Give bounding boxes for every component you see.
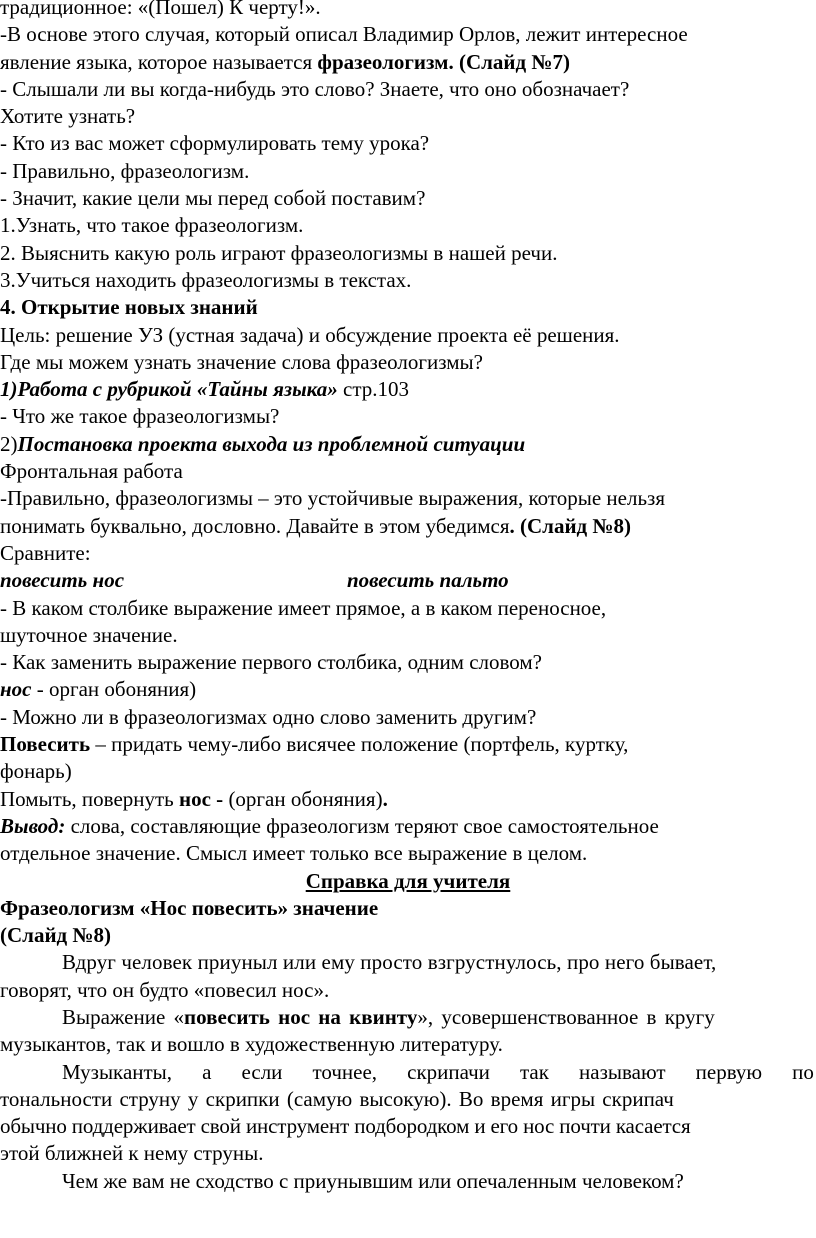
- page-ref: стр.103: [337, 377, 410, 402]
- text-run: », усовершенствованное в кругу: [417, 1004, 715, 1029]
- comparison-row: [0, 567, 816, 594]
- idiom: повесить нос на квинту: [184, 1004, 418, 1029]
- term: Повесить: [0, 732, 91, 757]
- word: называют: [579, 1059, 666, 1084]
- item-number: 2): [0, 431, 18, 456]
- text-run: - орган обоняния): [31, 677, 197, 702]
- goal-item: 3.Учиться находить фразеологизмы в текстах.: [0, 267, 412, 292]
- text-line: -В основе этого случая, который описал Владимир Орлов, лежит интересное: [0, 22, 688, 47]
- text-line: - Правильно, фразеологизм.: [0, 158, 250, 183]
- text-line: - Что же такое фразеологизмы?: [0, 404, 280, 429]
- word: скрипачи: [407, 1059, 490, 1084]
- teacher-reference-heading: Справка для учителя: [305, 868, 511, 893]
- paragraph-line: [0, 949, 816, 976]
- goal-item: 1.Узнать, что такое фразеологизм.: [0, 213, 304, 238]
- text-line: Хотите узнать?: [0, 104, 136, 129]
- subsection-title: Постановка проекта выхода из проблемной ситуации: [17, 431, 526, 456]
- phrase-figurative: повесить нос: [0, 568, 125, 593]
- text-line: традиционное: «(Пошел) К черту!».: [0, 0, 321, 19]
- term: нос -: [179, 786, 224, 811]
- paragraph-line: [0, 1059, 816, 1086]
- text-line: Цель: решение УЗ (устная задача) и обсуждение проекта её решения.: [0, 322, 620, 347]
- text-line: - Можно ли в фразеологизмах одно слово заменить другим?: [0, 704, 537, 729]
- word: первую: [695, 1059, 763, 1084]
- text-line: - В каком столбике выражение имеет прямое, а в каком переносное,: [0, 595, 607, 620]
- conclusion-label: Вывод:: [0, 813, 66, 838]
- paragraph-line: Чем же вам не сходство с приунывшим или опечаленным человеком?: [62, 1168, 684, 1193]
- text-run: Вдруг человек приуныл или ему просто взгрустнулось, про него бывает,: [62, 950, 717, 975]
- text-run: явление языка, которое называется: [0, 49, 318, 74]
- subsection-title: 1)Работа с рубрикой «Тайны языка»: [0, 377, 338, 402]
- text-line: [0, 49, 816, 76]
- reference-title: Фразеологизм «Нос повесить» значение: [0, 895, 379, 920]
- paragraph-line: этой ближней к нему струны.: [0, 1141, 264, 1166]
- text-line: - Как заменить выражение первого столбика, одним словом?: [0, 650, 543, 675]
- text-run: .: [382, 786, 388, 811]
- term-slide-ref: фразеологизм. (Слайд №7): [317, 49, 570, 74]
- text-run: Помыть, повернуть: [0, 786, 180, 811]
- word: по: [792, 1059, 814, 1084]
- text-line: [0, 431, 816, 458]
- text-line: [0, 676, 816, 703]
- word: если: [241, 1059, 283, 1084]
- paragraph-line: [0, 1004, 816, 1031]
- paragraph-line: обычно поддерживает свой инструмент подбородком и его нос почти касается: [0, 1114, 691, 1139]
- text-line: - Значит, какие цели мы перед собой поставим?: [0, 186, 426, 211]
- word: точнее,: [312, 1059, 378, 1084]
- text-line: Фронтальная работа: [0, 459, 183, 484]
- text-line: -Правильно, фразеологизмы – это устойчивые выражения, которые нельзя: [0, 486, 665, 511]
- text-line: Где мы можем узнать значение слова фразеологизмы?: [0, 349, 483, 374]
- word: а: [202, 1059, 212, 1084]
- text-line: - Кто из вас может сформулировать тему урока?: [0, 131, 430, 156]
- text-line: отдельное значение. Смысл имеет только все выражение в целом.: [0, 841, 588, 866]
- term: нос: [0, 677, 32, 702]
- text-run: Выражение «: [62, 1004, 185, 1029]
- goal-item: 2. Выяснить какую роль играют фразеологизмы в нашей речи.: [0, 240, 558, 265]
- text-run: – придать чему-либо висячее положение (портфель, куртку,: [90, 732, 629, 757]
- text-line: [0, 376, 816, 403]
- text-line: [0, 513, 816, 540]
- text-line: фонарь): [0, 759, 72, 784]
- text-line: шуточное значение.: [0, 622, 178, 647]
- text-run: слова, составляющие фразеологизм теряют свое самостоятельное: [65, 813, 659, 838]
- text-line: [0, 813, 816, 840]
- word: так: [520, 1059, 549, 1084]
- phrase-literal: повесить пальто: [347, 568, 509, 593]
- text-line: [0, 731, 816, 758]
- text-line: Сравните:: [0, 540, 91, 565]
- paragraph-line: музыкантов, так и вошло в художественную литературу.: [0, 1032, 503, 1057]
- paragraph-line: говорят, что он будто «повесил нос».: [0, 977, 330, 1002]
- text-line: [0, 786, 816, 813]
- text-run: (орган обоняния): [223, 786, 383, 811]
- slide-ref: . (Слайд №8): [509, 513, 632, 538]
- paragraph-line: тональности струну у скрипки (самую высокую). Во время игры скрипач: [0, 1086, 674, 1111]
- section-heading: 4. Открытие новых знаний: [0, 295, 258, 320]
- slide-ref: (Слайд №8): [0, 923, 112, 948]
- text-line: - Слышали ли вы когда-нибудь это слово? Знаете, что оно обозначает?: [0, 76, 630, 101]
- text-run: понимать буквально, дословно. Давайте в этом убедимся: [0, 513, 510, 538]
- word: Музыканты,: [62, 1059, 173, 1084]
